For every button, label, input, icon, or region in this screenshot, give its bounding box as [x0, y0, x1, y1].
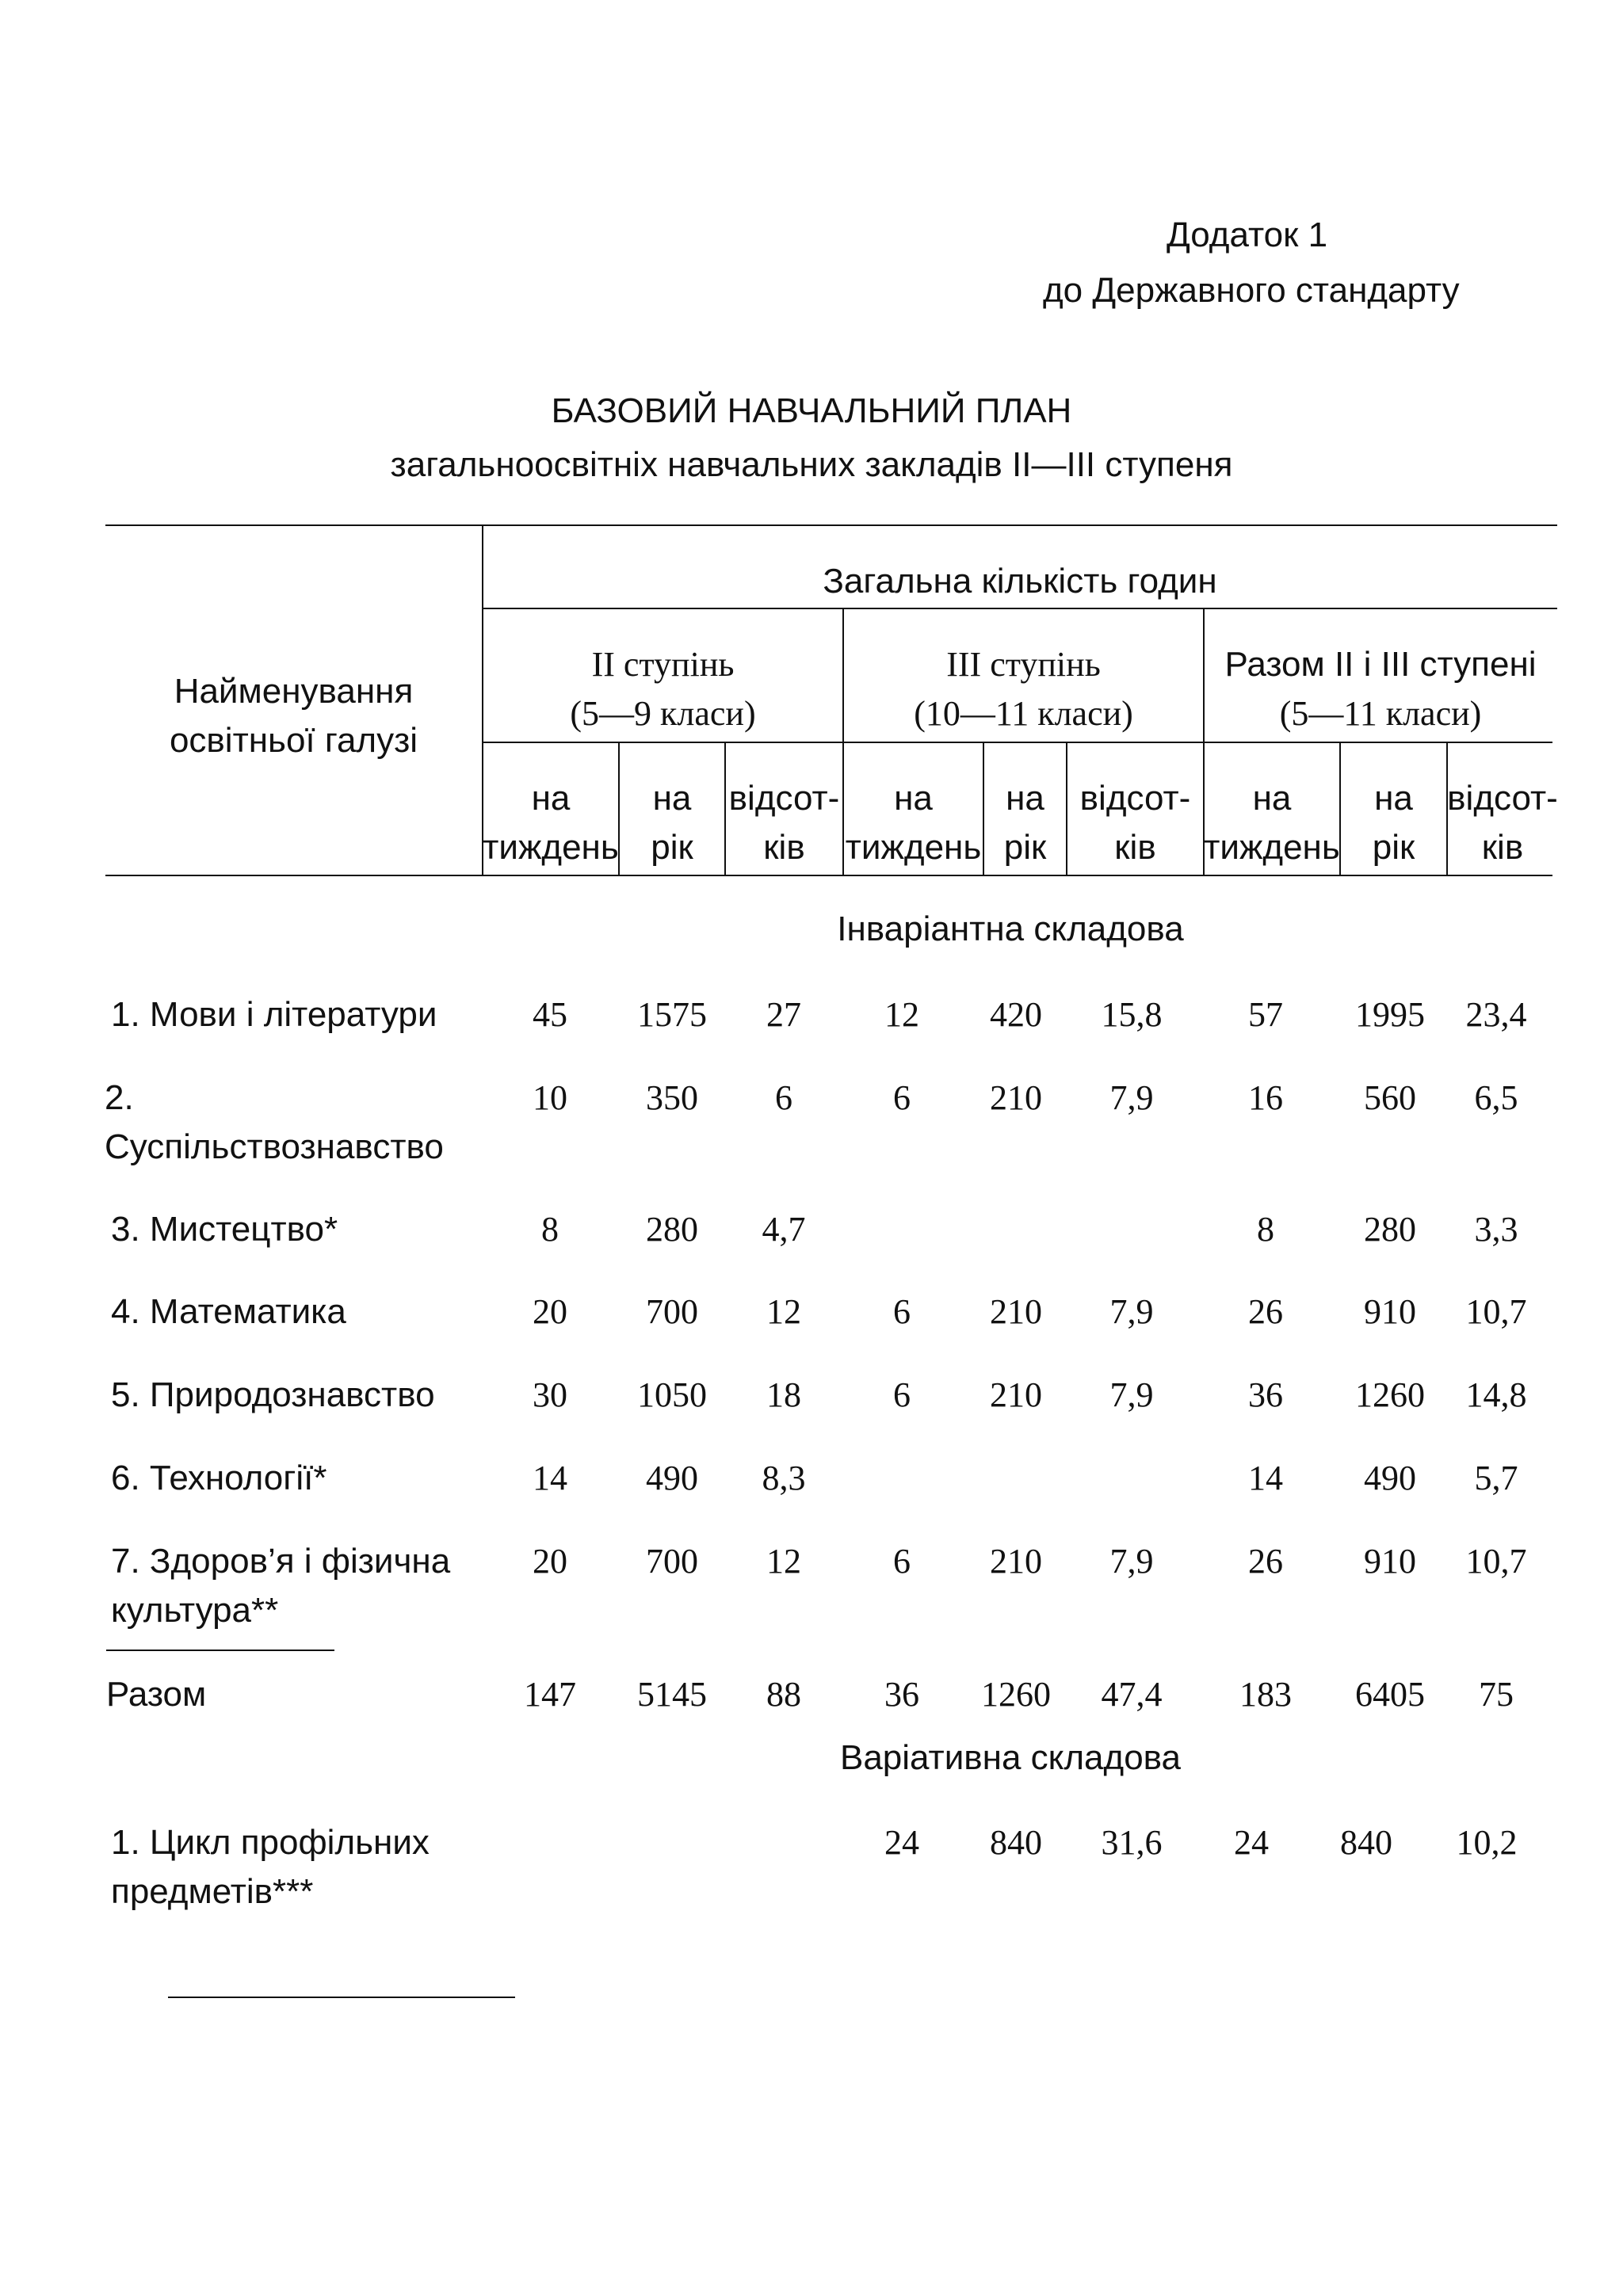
subheader-week-1: на тиждень	[483, 779, 619, 867]
row-cell: 10,7	[1465, 1292, 1527, 1331]
row-cell: 12	[766, 1292, 801, 1331]
header-top-rule	[105, 524, 1557, 526]
subheader-percent-3: відсот- ків	[1447, 779, 1558, 867]
total-cell: 36	[884, 1675, 919, 1714]
row-cell: 24	[884, 1823, 919, 1862]
row-cell: 26	[1248, 1542, 1283, 1581]
header-group-1-line-2: (5—9 класи)	[570, 694, 756, 733]
row-cell: 1575	[637, 995, 707, 1034]
row-cell: 30	[533, 1375, 567, 1414]
row-name: 1. Мови і літератури	[111, 995, 437, 1034]
row-cell: 420	[990, 995, 1042, 1034]
row-name: 2. Суспільствознавство	[105, 1078, 444, 1166]
header-rule-3	[483, 742, 1552, 743]
document-title: БАЗОВИЙ НАВЧАЛЬНИЙ ПЛАН	[551, 391, 1072, 430]
row-name: 3. Мистецтво*	[111, 1210, 338, 1249]
row-name: 6. Технології*	[111, 1459, 327, 1497]
row-cell: 4,7	[762, 1210, 806, 1249]
row-cell: 24	[1234, 1823, 1269, 1862]
footnote-separator	[168, 1997, 515, 1998]
row-cell: 8	[541, 1210, 559, 1249]
document-subtitle: загальноосвітніх навчальних закладів II—III ступеня	[390, 445, 1233, 484]
subheader-percent-1: відсот- ків	[728, 779, 840, 867]
row-cell: 57	[1248, 995, 1283, 1034]
header-group-3-line-2: (5—11 класи)	[1279, 694, 1482, 733]
row-cell: 5,7	[1474, 1459, 1518, 1497]
row-cell: 3,3	[1474, 1210, 1518, 1249]
subtotal-rule	[106, 1650, 334, 1651]
row-cell: 10	[533, 1078, 567, 1117]
total-cell: 6405	[1355, 1675, 1425, 1714]
total-cell: 147	[524, 1675, 576, 1714]
row-cell: 8	[1257, 1210, 1274, 1249]
row-cell: 210	[990, 1292, 1042, 1331]
row-cell: 26	[1248, 1292, 1283, 1331]
total-cell: 75	[1479, 1675, 1514, 1714]
row-cell: 280	[646, 1210, 698, 1249]
total-cell: 47,4	[1101, 1675, 1163, 1714]
total-cell: 5145	[637, 1675, 707, 1714]
total-cell: 88	[766, 1675, 801, 1714]
row-cell: 910	[1364, 1542, 1416, 1581]
subheader-year-2: на рік	[1003, 779, 1047, 867]
row-cell: 23,4	[1465, 995, 1527, 1034]
header-rule-2	[483, 608, 1557, 609]
total-cell: 1260	[981, 1675, 1051, 1714]
row-cell: 6	[893, 1078, 911, 1117]
row-cell: 6	[893, 1542, 911, 1581]
row-cell: 7,9	[1109, 1292, 1154, 1331]
row-cell: 36	[1248, 1375, 1283, 1414]
row-cell: 1050	[637, 1375, 707, 1414]
header-group-2-line-2: (10—11 класи)	[914, 694, 1133, 733]
row-name: 5. Природознавство	[111, 1375, 435, 1414]
row-cell: 210	[990, 1078, 1042, 1117]
row-cell: 10,7	[1465, 1542, 1527, 1581]
subheader-week-2: на тиждень	[845, 779, 982, 867]
section-variative: Варіативна складова	[839, 1738, 1182, 1777]
row-cell: 20	[533, 1292, 567, 1331]
row-cell: 20	[533, 1542, 567, 1581]
row-cell: 350	[646, 1078, 698, 1117]
appendix-line-2: до Державного стандарту	[1043, 271, 1460, 310]
section-invariant: Інваріантна складова	[837, 910, 1184, 948]
total-label: Разом	[106, 1675, 207, 1714]
row-cell: 210	[990, 1375, 1042, 1414]
subheader-week-3: на тиждень	[1204, 779, 1340, 867]
row-cell: 27	[766, 995, 801, 1034]
row-cell: 840	[1340, 1823, 1392, 1862]
header-group-2	[843, 640, 1204, 738]
row-cell: 12	[884, 995, 919, 1034]
row-cell: 6,5	[1474, 1078, 1518, 1117]
row-cell: 490	[1364, 1459, 1416, 1497]
row-cell: 18	[766, 1375, 801, 1414]
row-cell: 6	[893, 1375, 911, 1414]
row-cell: 1260	[1355, 1375, 1425, 1414]
row-name: 1. Цикл профільних предметів***	[111, 1823, 430, 1911]
row-cell: 14	[1248, 1459, 1283, 1497]
row-cell: 210	[990, 1542, 1042, 1581]
row-cell: 490	[646, 1459, 698, 1497]
row-cell: 700	[646, 1292, 698, 1331]
subheader-year-1: на рік	[651, 779, 693, 867]
row-cell: 7,9	[1109, 1078, 1154, 1117]
header-group-1	[483, 640, 843, 738]
row-cell: 280	[1364, 1210, 1416, 1249]
header-total-hours: Загальна кількість годин	[823, 562, 1217, 601]
subheader-year-3: на рік	[1372, 779, 1415, 867]
header-name-column	[105, 667, 482, 765]
subheader-percent-2: відсот- ків	[1079, 779, 1191, 867]
row-cell: 12	[766, 1542, 801, 1581]
row-cell: 1995	[1355, 995, 1425, 1034]
row-cell: 45	[533, 995, 567, 1034]
row-cell: 16	[1248, 1078, 1283, 1117]
row-cell: 14	[533, 1459, 567, 1497]
appendix-line-1: Додаток 1	[1167, 215, 1328, 254]
row-cell: 14,8	[1465, 1375, 1527, 1414]
row-cell: 700	[646, 1542, 698, 1581]
row-cell: 6	[775, 1078, 792, 1117]
header-name-text: Найменування освітньої галузі	[169, 672, 418, 760]
row-cell: 560	[1364, 1078, 1416, 1117]
row-cell: 6	[893, 1292, 911, 1331]
header-group-1-line-1: II ступінь	[591, 645, 735, 684]
header-group-3-line-1: Разом II і III ступені	[1224, 645, 1537, 684]
header-group-3	[1204, 640, 1557, 738]
row-cell: 15,8	[1101, 995, 1163, 1034]
row-cell: 10,2	[1456, 1823, 1518, 1862]
header-group-2-line-1: III ступінь	[946, 645, 1101, 684]
row-cell: 840	[990, 1823, 1042, 1862]
row-name: 7. Здоров’я і фізична культура**	[111, 1542, 451, 1630]
row-cell: 31,6	[1101, 1823, 1163, 1862]
row-cell: 7,9	[1109, 1542, 1154, 1581]
row-cell: 7,9	[1109, 1375, 1154, 1414]
header-bottom-rule	[105, 875, 1552, 876]
row-cell: 8,3	[762, 1459, 806, 1497]
row-name: 4. Математика	[111, 1292, 346, 1331]
row-cell: 910	[1364, 1292, 1416, 1331]
total-cell: 183	[1239, 1675, 1292, 1714]
